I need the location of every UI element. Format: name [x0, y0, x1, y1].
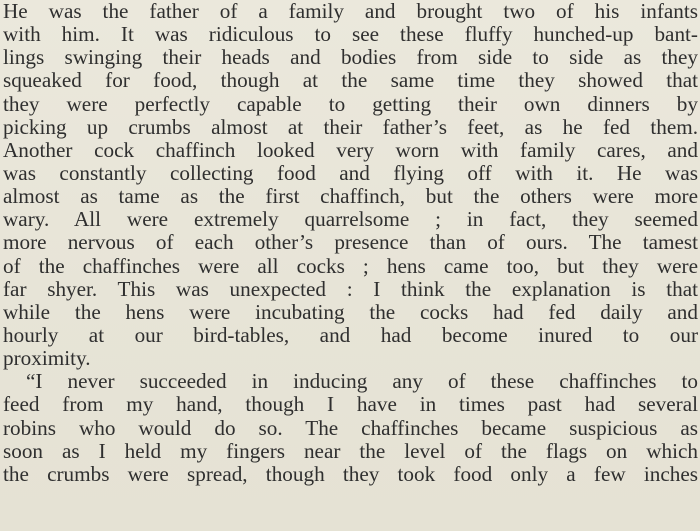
text-line: He was the father of a family and brought two of his infants [3, 0, 698, 23]
text-line: the crumbs were spread, though they took food only a few inches [3, 461, 698, 486]
text-line: squeaked for food, though at the same time they showed that [3, 68, 698, 93]
text-line: picking up crumbs almost at their father’s feet, as he fed them. [3, 114, 698, 139]
text-line: lings swinging their heads and bodies from side to side as they [3, 45, 698, 70]
paragraph-start-line: “I never succeeded in inducing any of these chaffinches to [26, 369, 698, 394]
paragraph-end-line: proximity. [3, 346, 91, 371]
text-line: they were perfectly capable to getting their own dinners by [3, 91, 698, 116]
text-line: feed from my hand, though I have in times past had several [3, 392, 698, 417]
text-line: hourly at our bird-tables, and had become inured to our [3, 322, 698, 347]
text-line: with him. It was ridiculous to see these fluffy hunched-up bant- [3, 22, 698, 47]
text-line: Another cock chaffinch looked very worn with family cares, and [3, 137, 698, 162]
text-line: far shyer. This was unexpected : I think the explanation is that [3, 276, 698, 301]
text-line: of the chaffinches were all cocks ; hens came too, but they were [3, 253, 698, 278]
text-line: almost as tame as the first chaffinch, but the others were more [3, 184, 698, 209]
text-line: robins who would do so. The chaffinches became suspicious as [3, 415, 698, 440]
text-line: was constantly collecting food and flying off with it. He was [3, 160, 698, 185]
text-line: while the hens were incubating the cocks had fed daily and [3, 299, 698, 324]
text-line: more nervous of each other’s presence than of ours. The tamest [3, 230, 698, 255]
text-line: soon as I held my fingers near the level of the flags on which [3, 438, 698, 463]
text-line: wary. All were extremely quarrelsome ; in fact, they seemed [3, 207, 698, 232]
